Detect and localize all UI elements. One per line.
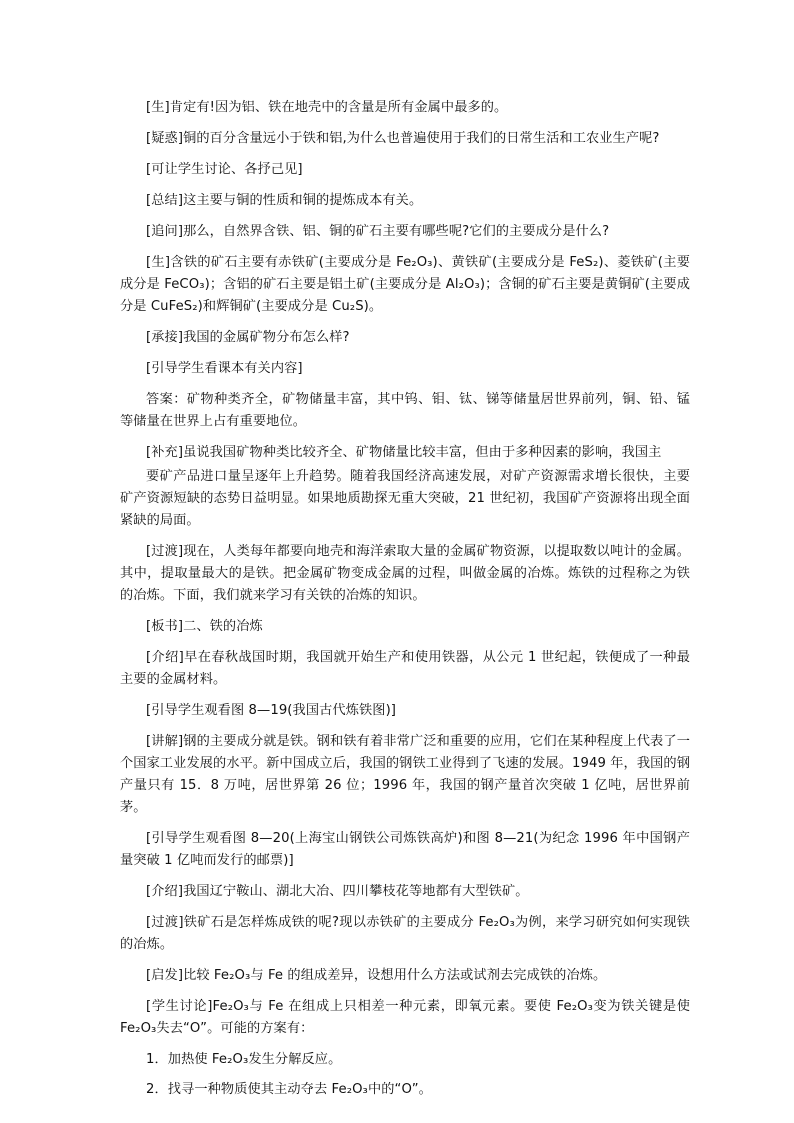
list-item: 2．找寻一种物质使其主动夺去 Fe₂O₃中的“O”。: [146, 1082, 432, 1097]
paragraph: [可让学生讨论、各抒己见]: [146, 162, 303, 177]
paragraph: [启发]比较 Fe₂O₃与 Fe 的组成差异，设想用什么方法或试剂去完成铁的冶炼。: [146, 968, 607, 983]
paragraph: [追问]那么，自然界含铁、铝、铜的矿石主要有哪些呢?它们的主要成分是什么?: [146, 224, 610, 239]
paragraph: [过渡]现在，人类每年都要向地壳和海洋索取大量的金属矿物资源，以提取数以吨计的金属。其中，提取量最大的是铁。把金属矿物变成金属的过程，叫做金属的冶炼。炼铁的过程称之为铁的冶炼。下面，我们就来学习有关铁的冶炼的知识。: [120, 544, 690, 603]
paragraph: [讲解]钢的主要成分就是铁。钢和铁有着非常广泛和重要的应用，它们在某种程度上代表了一个国家工业发展的水平。新中国成立后，我国的钢铁工业得到了飞速的发展。1949 年，我国的钢产量只有 15．8 万吨，居世界第 26 位；1996 年，我国的钢产量首次突破 1 亿吨，居世界前茅。: [120, 734, 690, 815]
paragraph: [生]含铁的矿石主要有赤铁矿(主要成分是 Fe₂O₃)、黄铁矿(主要成分是 FeS₂)、菱铁矿(主要成分是 FeCO₃)；含铝的矿石主要是铝土矿(主要成分是 Al₂O₃)；含铜的矿石主要是黄铜矿(主要成分是 CuFeS₂)和辉铜矿(主要成分是 Cu₂S)。: [120, 255, 690, 314]
paragraph: [承接]我国的金属矿物分布怎么样?: [146, 330, 350, 345]
paragraph: [引导学生观看图 8—19(我国古代炼铁图)]: [146, 703, 397, 718]
paragraph: [生]肯定有!因为铝、铁在地壳中的含量是所有金属中最多的。: [146, 100, 508, 115]
paragraph: [疑惑]铜的百分含量远小于铁和铝,为什么也普遍使用于我们的日常生活和工农业生产呢?: [146, 131, 660, 146]
list-item: 1．加热使 Fe₂O₃发生分解反应。: [146, 1052, 342, 1067]
paragraph: 答案：矿物种类齐全，矿物储量丰富，其中钨、钼、钛、锑等储量居世界前列，铜、铅、锰等储量在世界上占有重要地位。: [120, 392, 690, 429]
paragraph: [学生讨论]Fe₂O₃与 Fe 在组成上只相差一种元素，即氧元素。要使 Fe₂O₃变为铁关键是使 Fe₂O₃失去“O”。可能的方案有：: [120, 999, 690, 1036]
paragraph: [总结]这主要与铜的性质和铜的提炼成本有关。: [146, 193, 423, 208]
paragraph: [介绍]早在春秋战国时期，我国就开始生产和使用铁器，从公元 1 世纪起，铁便成了一种最主要的金属材料。: [120, 650, 690, 687]
paragraph: [介绍]我国辽宁鞍山、湖北大冶、四川攀枝花等地都有大型铁矿。: [146, 884, 529, 899]
paragraph: 要矿产品进口量呈逐年上升趋势。随着我国经济高速发展，对矿产资源需求增长很快，主要矿产资源短缺的态势日益明显。如果地质勘探无重大突破，21 世纪初，我国矿产资源将出现全面紧缺的局面。: [120, 469, 690, 528]
document-body: [120, 97, 690, 1109]
paragraph: [过渡]铁矿石是怎样炼成铁的呢?现以赤铁矿的主要成分 Fe₂O₃为例，来学习研究如何实现铁的冶炼。: [120, 915, 690, 952]
paragraph: [补充]虽说我国矿物种类比较齐全、矿物储量比较丰富，但由于多种因素的影响，我国主: [146, 445, 662, 460]
section-heading: [板书]二、铁的冶炼: [146, 619, 263, 634]
paragraph: [引导学生看课本有关内容]: [146, 361, 303, 376]
paragraph: [引导学生观看图 8—20(上海宝山钢铁公司炼铁高炉)和图 8—21(为纪念 1996 年中国钢产量突破 1 亿吨而发行的邮票)]: [120, 831, 690, 868]
